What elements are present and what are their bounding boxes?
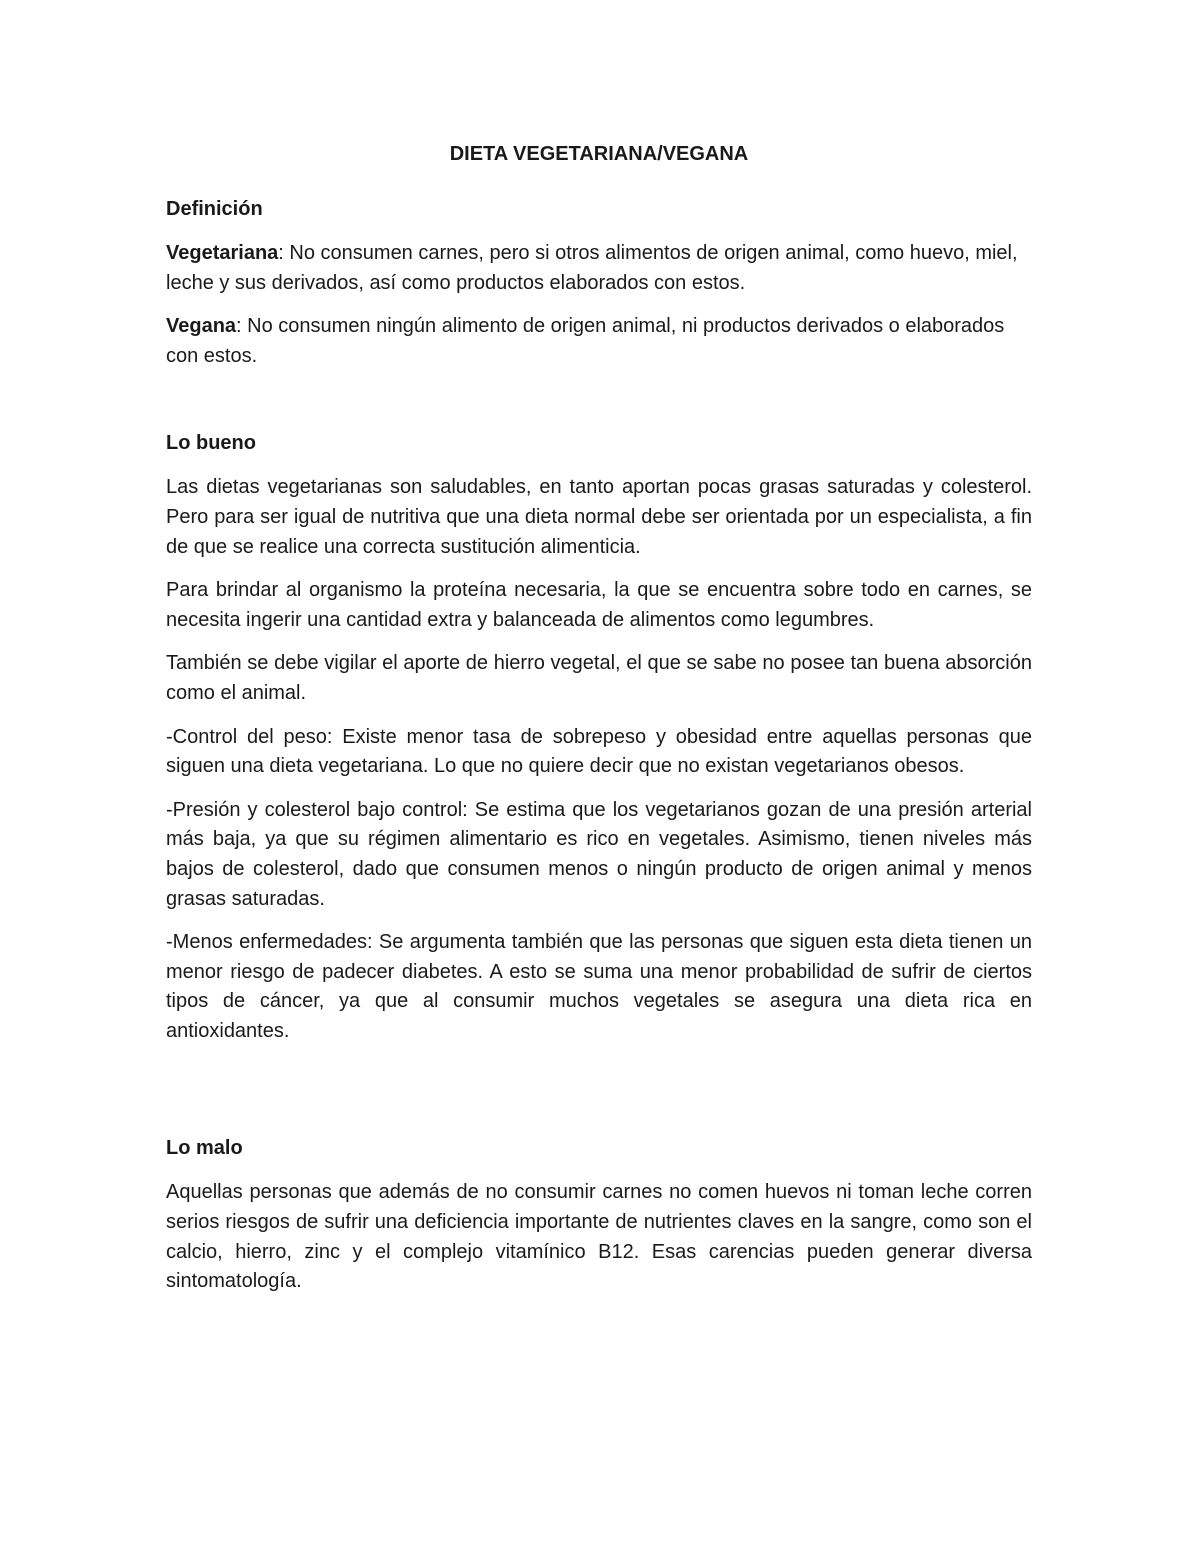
- paragraph: Aquellas personas que además de no consumir carnes no comen huevos ni toman leche corren serios riesgos de sufrir una deficiencia importante de nutrientes claves en la sangre, como son el calcio, hierro, zinc y el complejo vitamínico B12. Esas carencias pueden generar diversa sintomatología.: [166, 1181, 1032, 1293]
- term-vegetariana: Vegetariana: [166, 242, 279, 264]
- text-vegana: : No consumen ningún alimento de origen animal, ni productos derivados o elaborados con estos.: [166, 315, 1005, 367]
- definition-vegetariana: [166, 239, 1032, 298]
- paragraph: -Menos enfermedades: Se argumenta también que las personas que siguen esta dieta tienen un menor riesgo de padecer diabetes. A esto se suma una menor probabilidad de sufrir de ciertos tipos de cáncer, ya que al consumir muchos vegetales se asegura una dieta rica en antioxidantes.: [166, 931, 1032, 1042]
- paragraph: -Presión y colesterol bajo control: Se estima que los vegetarianos gozan de una presión arterial más baja, ya que su régimen alimentario es rico en vegetales. Asimismo, tienen niveles más bajos de colesterol, dado que consumen menos o ningún producto de origen animal y menos grasas saturadas.: [166, 798, 1032, 910]
- spacer: [166, 385, 1032, 429]
- paragraph: Las dietas vegetarianas son saludables, en tanto aportan pocas grasas saturadas y colesterol. Pero para ser igual de nutritiva que una dieta normal debe ser orientada por un especialista, a fin de que se realice una correcta sustitución alimenticia.: [166, 476, 1032, 558]
- spacer: [166, 1060, 1032, 1134]
- paragraph: -Control del peso: Existe menor tasa de sobrepeso y obesidad entre aquellas personas que siguen una dieta vegetariana. Lo que no quiere decir que no existan vegetarianos obesos.: [166, 725, 1032, 778]
- term-vegana: Vegana: [166, 315, 237, 338]
- text-vegetariana: : No consumen carnes, pero si otros alimentos de origen animal, como huevo, miel, leche y sus derivados, así como productos elaborados con estos.: [166, 242, 1018, 294]
- paragraph: Para brindar al organismo la proteína necesaria, la que se encuentra sobre todo en carnes, se necesita ingerir una cantidad extra y balanceada de alimentos como legumbres.: [166, 579, 1032, 631]
- document-title: DIETA VEGETARIANA/VEGANA: [449, 143, 749, 165]
- heading-definicion: Definición: [166, 198, 263, 220]
- paragraph: También se debe vigilar el aporte de hierro vegetal, el que se sabe no posee tan buena absorción como el animal.: [166, 652, 1032, 704]
- heading-lo-malo: Lo malo: [166, 1137, 243, 1160]
- document-page: [166, 140, 1032, 1311]
- heading-lo-bueno: Lo bueno: [166, 432, 256, 455]
- definition-vegana: [166, 312, 1032, 371]
